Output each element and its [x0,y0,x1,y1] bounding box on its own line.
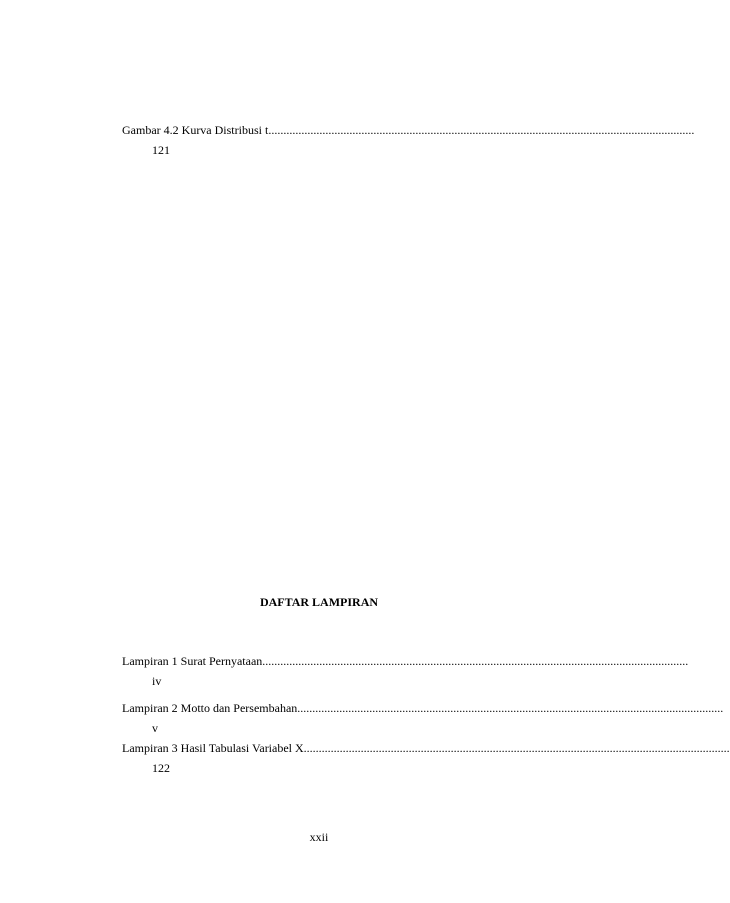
appendix-entry-label: Lampiran 3 Hasil Tabulasi Variabel X [122,741,304,755]
appendix-entry-page: 122 [152,761,170,775]
leader-dots: .............................................................................................................................................. [262,654,689,668]
leader-dots: .............................................................................................................................................. [268,123,695,137]
figure-entry-label: Gambar 4.2 Kurva Distribusi t [122,123,269,137]
appendix-entry-label: Lampiran 1 Surat Pernyataan [122,654,263,668]
leader-dots: .............................................................................................................................................. [303,741,730,755]
appendix-entry [122,738,730,778]
leader-dots: .............................................................................................................................................. [297,701,724,715]
appendix-entry [122,651,689,691]
appendix-entry-page: iv [152,674,162,688]
appendix-heading: DAFTAR LAMPIRAN [259,595,379,609]
appendix-entry-page: v [152,721,158,735]
figure-entry-page: 121 [152,143,170,157]
appendix-entry-label: Lampiran 2 Motto dan Persembahan [122,701,298,715]
page-number: xxii [309,830,329,844]
appendix-entry [122,698,724,738]
figure-entry [122,120,695,160]
